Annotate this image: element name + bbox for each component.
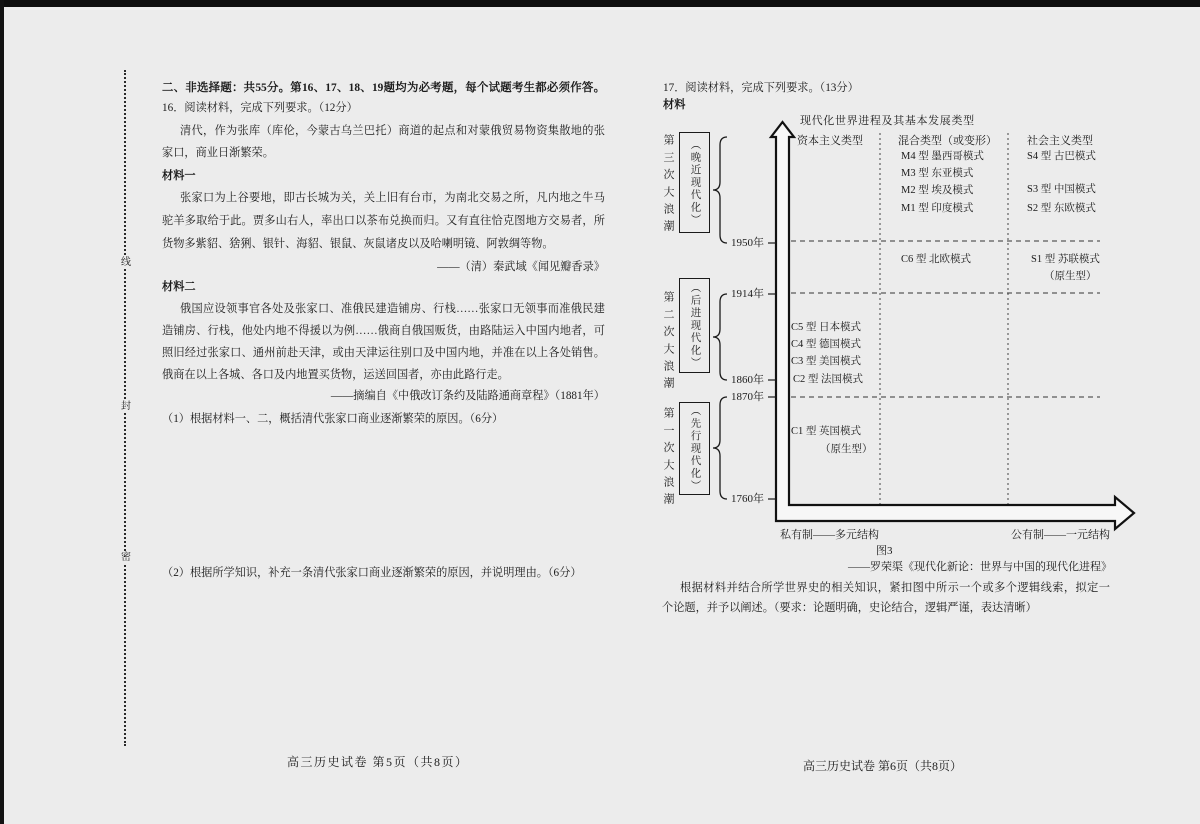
model-label: M2 型 埃及模式 <box>901 185 974 196</box>
model-label: S2 型 东欧模式 <box>1027 203 1096 214</box>
binding-label: 封 <box>121 401 131 412</box>
year-label: 1950年 <box>731 237 764 249</box>
column-header: 混合类型（或变形） <box>898 135 997 147</box>
material-line: 照旧经过张家口、通州前赴天津，或由天津运往别口及中国内地，并准在以上各处销售。 <box>162 347 605 359</box>
material-line: 造铺房、行栈，他处内地不得援以为例……俄商自俄国贩货，由路陆运入中国内地者，可 <box>162 325 605 337</box>
column-header: 资本主义类型 <box>797 135 863 147</box>
model-label: M4 型 墨西哥模式 <box>901 151 984 162</box>
material-line: 俄商在以上各城、各口及内地置买货物，运送回国者，亦由此路行走。 <box>162 369 509 381</box>
model-label: S4 型 古巴模式 <box>1027 151 1096 162</box>
model-label: C5 型 日本模式 <box>791 322 862 333</box>
binding-label: 密 <box>121 552 131 563</box>
wave-period-box <box>679 278 710 373</box>
x-axis-label-right: 公有制——一元结构 <box>1011 529 1110 541</box>
wave-label: 第一次大浪潮 <box>662 407 674 511</box>
intro-line: 家口，商业日渐繁荣。 <box>162 147 274 159</box>
model-label: C6 型 北欧模式 <box>901 254 972 265</box>
year-label: 1914年 <box>731 288 764 300</box>
year-label: 1860年 <box>731 374 764 386</box>
model-label: M1 型 印度模式 <box>901 203 974 214</box>
year-label: 1760年 <box>731 493 764 505</box>
task-line: 根据材料并结合所学世界史的相关知识，紧扣图中所示一个或多个逻辑线索，拟定一 <box>680 582 1110 594</box>
wave-period-box <box>679 132 710 233</box>
column-header: 社会主义类型 <box>1027 135 1093 147</box>
wave-label: 第三次大浪潮 <box>662 134 674 238</box>
intro-line: 清代，作为张库（库伦，今蒙古乌兰巴托）商道的起点和对蒙俄贸易物资集散地的张 <box>180 125 605 137</box>
material-label: 材料 <box>663 99 686 111</box>
material-source: ——（清）秦武域《闻见瓣香录》 <box>437 261 605 273</box>
wave-period-label: （晚近现代化） <box>689 138 701 227</box>
material-line: 货物多紫貂、猞猁、银针、海貂、银鼠、灰鼠诸皮以及哈喇明镜、阿敦绸等物。 <box>162 238 554 250</box>
material-line: 驼羊多取给于此。贾多山右人，率出口以茶布兑换而归。又有直往恰克图地方交易者，所 <box>162 215 605 227</box>
model-label: S3 型 中国模式 <box>1027 184 1096 195</box>
model-note: （原生型） <box>1044 271 1097 282</box>
model-label: S1 型 苏联模式 <box>1031 254 1100 265</box>
x-axis-label-left: 私有制——多元结构 <box>780 529 879 541</box>
binding-label: 线 <box>121 257 131 268</box>
wave-brace <box>713 137 727 243</box>
model-note: （原生型） <box>820 444 873 455</box>
model-label: M3 型 东亚模式 <box>901 168 974 179</box>
material-label: 材料二 <box>162 281 196 293</box>
wave-label: 第二次大浪潮 <box>662 291 674 395</box>
wave-period-label: （先行现代化） <box>689 404 701 493</box>
material-label: 材料一 <box>162 170 196 182</box>
wave-brace <box>713 294 727 380</box>
question-16-prompt: 16．阅读材料，完成下列要求。（12分） <box>162 102 358 114</box>
page-footer: 高三历史试卷 第5页（共8页） <box>287 755 469 769</box>
material-line: 俄国应设领事官各处及张家口、准俄民建造铺房、行栈……张家口无领事而准俄民建 <box>180 303 605 315</box>
sub-question: （1）根据材料一、二，概括清代张家口商业逐渐繁荣的原因。（6分） <box>162 413 504 425</box>
wave-period-label: （后进现代化） <box>689 281 701 370</box>
material-line: 张家口为上谷要地，即古长城为关，关上旧有台市，为南北交易之所，凡内地之牛马 <box>180 192 605 204</box>
model-label: C4 型 德国模式 <box>791 339 862 350</box>
section-heading: 二、非选择题：共55分。第16、17、18、19题均为必考题，每个试题考生都必须作答。 <box>162 82 605 94</box>
task-line: 个论题，并予以阐述。（要求：论题明确，史论结合，逻辑严谨，表达清晰） <box>662 602 1037 614</box>
model-label: C1 型 英国模式 <box>791 426 862 437</box>
year-label: 1870年 <box>731 391 764 403</box>
wave-period-box <box>679 402 710 495</box>
model-label: C3 型 美国模式 <box>791 356 862 367</box>
wave-brace <box>713 397 727 499</box>
question-17-prompt: 17．阅读材料，完成下列要求。（13分） <box>663 82 859 94</box>
figure-title: 现代化世界进程及其基本发展类型 <box>800 115 975 127</box>
material-source: ——摘编自《中俄改订条约及陆路通商章程》（1881年） <box>330 390 605 402</box>
page-footer: 高三历史试卷 第6页（共8页） <box>803 759 963 773</box>
sub-question: （2）根据所学知识，补充一条清代张家口商业逐渐繁荣的原因，并说明理由。（6分） <box>162 567 582 579</box>
figure-source: ——罗荣渠《现代化新论：世界与中国的现代化进程》 <box>848 561 1112 573</box>
figure-caption: 图3 <box>876 545 893 557</box>
model-label: C2 型 法国模式 <box>793 374 864 385</box>
